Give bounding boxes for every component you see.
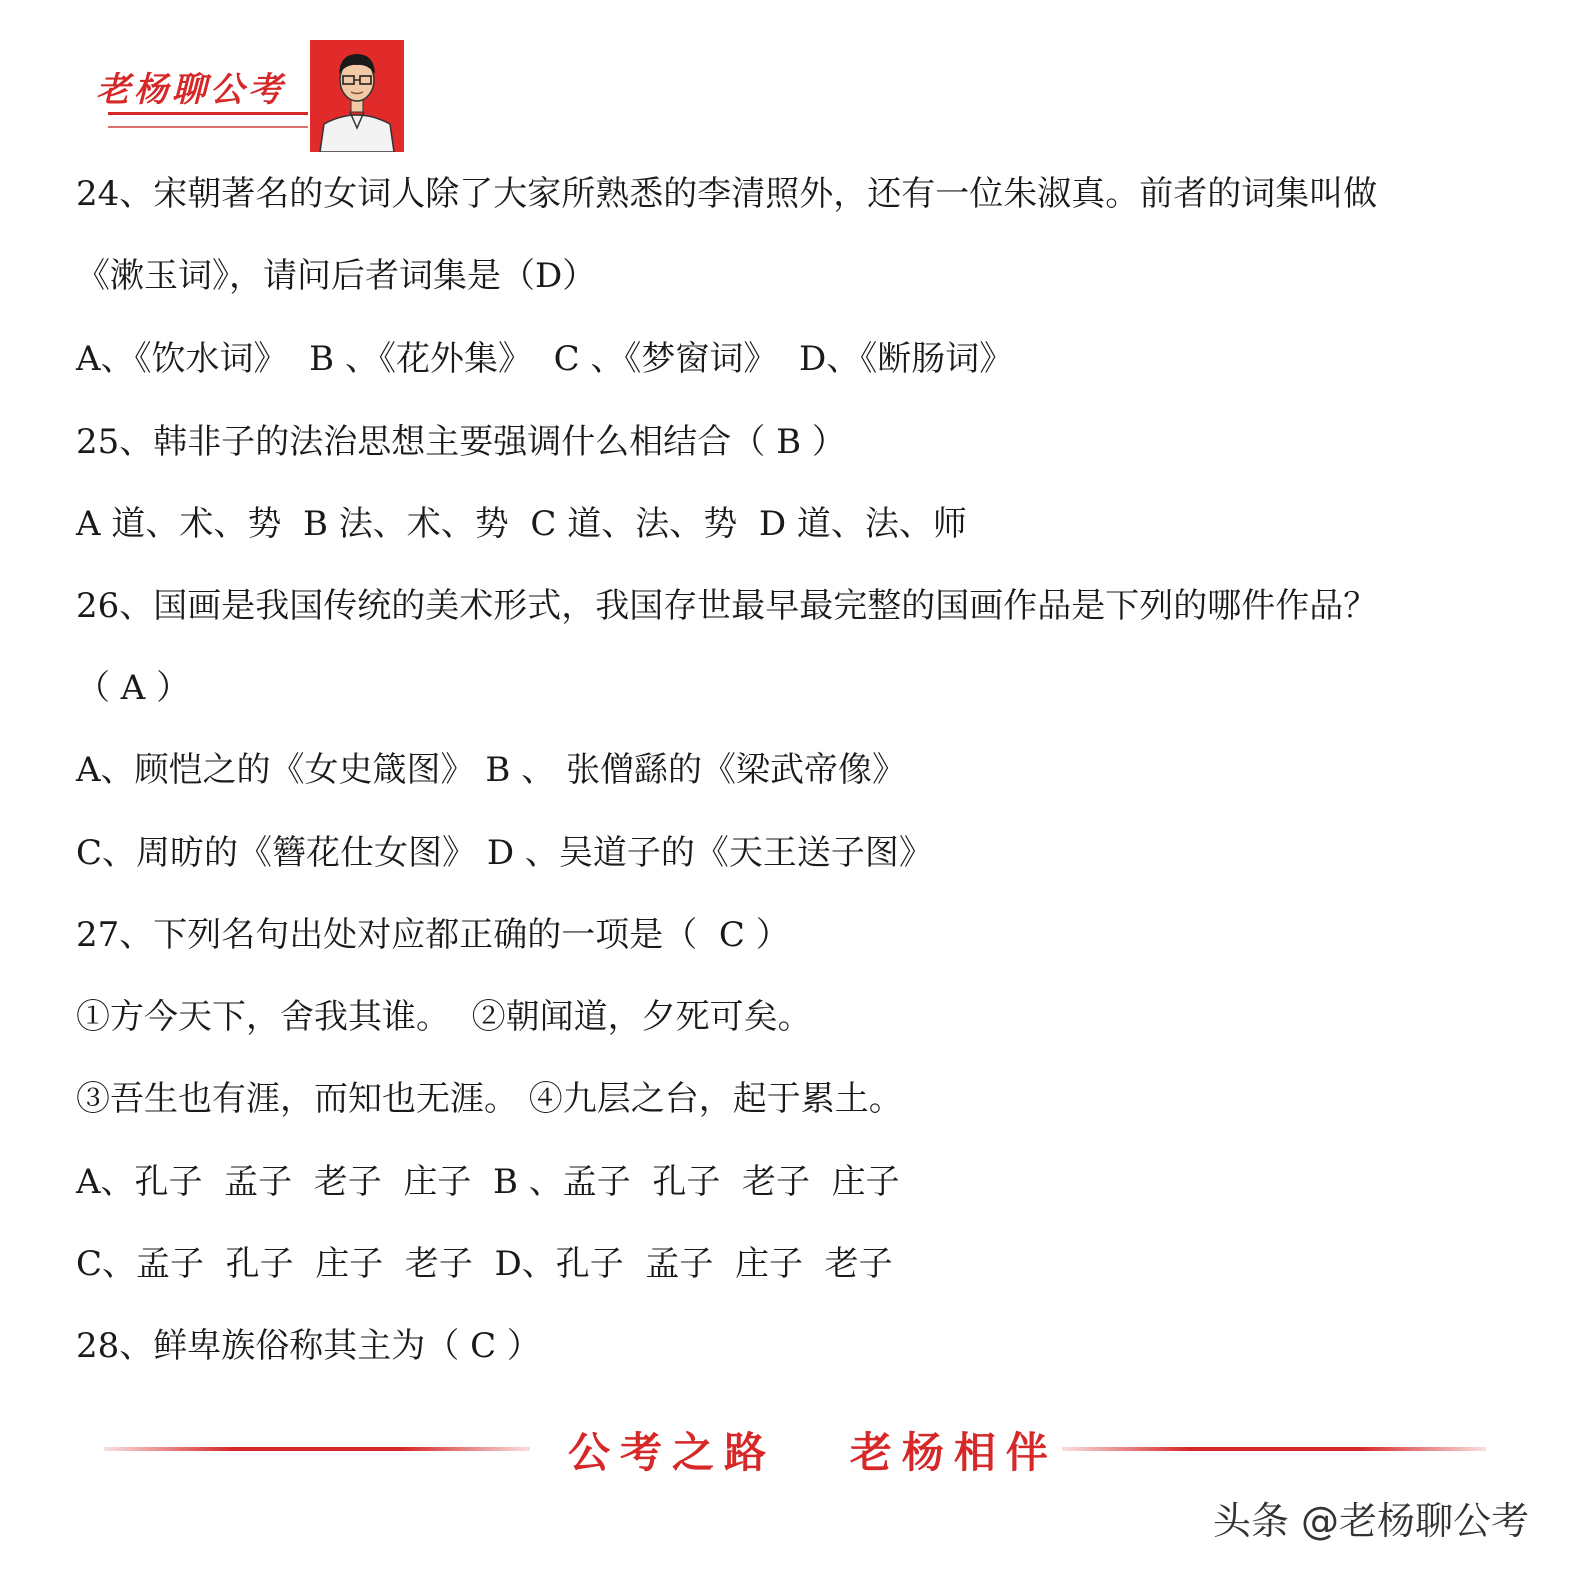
question-27-options-line-1: A、孔子 孟子 老子 庄子 B 、孟子 孔子 老子 庄子 [76, 1162, 900, 1202]
question-26-options-line-1: A、顾恺之的《女史箴图》 B 、 张僧繇的《梁武帝像》 [76, 750, 906, 790]
question-26-stem-line-1: 26、国画是我国传统的美术形式，我国存世最早最完整的国画作品是下列的哪件作品？ [76, 586, 1378, 626]
brand-title: 老杨聊公考 [96, 70, 286, 110]
question-27-stem: 27、下列名句出处对应都正确的一项是（ C ） [76, 915, 790, 955]
footer-rule-right [1062, 1447, 1486, 1451]
question-25-options: A 道、术、势 B 法、术、势 C 道、法、势 D 道、法、师 [76, 504, 967, 544]
question-26-options-line-2: C、周昉的《簪花仕女图》 D 、吴道子的《天王送子图》 [76, 833, 933, 873]
question-24-options: A、《饮水词》 B 、《花外集》 C 、《梦窗词》 D、《断肠词》 [76, 339, 1014, 379]
footer-slogan-left: 公考之路 [568, 1428, 777, 1477]
question-27-quotes-line-2: ③吾生也有涯，而知也无涯。 ④九层之台，起于累土。 [76, 1079, 903, 1119]
brand-header [88, 40, 418, 152]
avatar-portrait-icon [310, 40, 404, 152]
footer-rule-left [104, 1447, 530, 1451]
watermark: 头条 @老杨聊公考 [1212, 1499, 1529, 1543]
question-24-stem-line-1: 24、宋朝著名的女词人除了大家所熟悉的李清照外，还有一位朱淑真。前者的词集叫做 [76, 174, 1378, 214]
question-24-stem-line-2: 《漱玉词》，请问后者词集是（D） [76, 256, 597, 296]
question-25-stem: 25、韩非子的法治思想主要强调什么相结合（ B ） [76, 422, 846, 462]
avatar [310, 40, 404, 152]
question-26-answer: （ A ） [76, 668, 191, 708]
footer-slogan-right: 老杨相伴 [849, 1428, 1058, 1477]
question-27-quotes-line-1: ①方今天下，舍我其谁。 ②朝闻道，夕死可矣。 [76, 997, 812, 1037]
brand-underline [108, 112, 308, 115]
brand-underline-secondary [108, 126, 308, 128]
footer-slogan [568, 1420, 1058, 1480]
question-27-options-line-2: C、孟子 孔子 庄子 老子 D、孔子 孟子 庄子 老子 [76, 1244, 893, 1284]
question-28-stem: 28、鲜卑族俗称其主为（ C ） [76, 1326, 541, 1366]
